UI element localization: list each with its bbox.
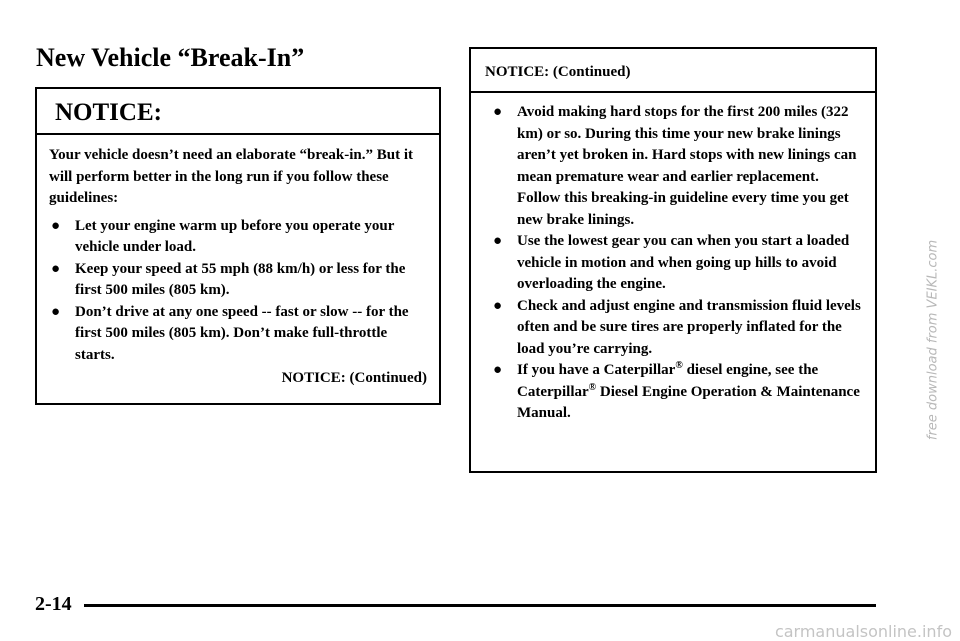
bullet-icon: ● xyxy=(51,303,61,320)
notice-continued-body xyxy=(471,93,875,425)
bullet-icon: ● xyxy=(493,362,503,378)
notice-bullet-text: Keep your speed at 55 mph (88 km/h) or less for the first 500 miles (805 km). xyxy=(75,260,406,298)
notice-title: NOTICE: xyxy=(37,89,439,135)
registered-mark: ® xyxy=(588,381,597,393)
notice-body xyxy=(37,135,439,390)
footer-rule xyxy=(84,604,876,607)
notice-bullet-list xyxy=(49,216,427,367)
caterpillar-bullet-text xyxy=(517,362,860,421)
notice-bullet-item xyxy=(49,259,427,302)
bullet-icon: ● xyxy=(493,104,503,120)
registered-mark: ® xyxy=(675,360,683,371)
notice-bullet-text: Let your engine warm up before you operate your vehicle under load. xyxy=(75,217,395,255)
continued-bullet-list xyxy=(491,102,863,425)
notice-continued-box xyxy=(469,47,877,473)
bottom-watermark: carmanualsonline.info xyxy=(774,622,952,641)
notice-intro: Your vehicle doesn’t need an elaborate “break‑in.” But it will perform better in the long run if you follow these guidelines: xyxy=(49,147,414,206)
notice-box xyxy=(35,87,441,405)
bullet-icon: ● xyxy=(51,260,61,277)
notice-bullet-text: Don’t drive at any one speed ‑‑ fast or slow ‑‑ for the first 500 miles (805 km). Don’t make full‑throttle starts. xyxy=(75,303,409,363)
side-watermark-text: free download from VEIKL.com xyxy=(925,239,941,441)
caterpillar-text-part2: diesel engine, see the Caterpillar xyxy=(517,362,819,400)
continued-bullet-text: Check and adjust engine and transmission fluid levels often and be sure tires are properly inflated for the load you’re carrying. xyxy=(517,297,861,357)
caterpillar-text-part1: If you have a Caterpillar xyxy=(517,362,676,378)
notice-continued-label: NOTICE: (Continued) xyxy=(281,370,427,386)
continued-bullet-text: Use the lowest gear you can when you start a loaded vehicle in motion and when going up hills to avoid overloading the engine. xyxy=(517,233,850,292)
bullet-icon: ● xyxy=(493,233,503,249)
bullet-icon: ● xyxy=(51,217,61,234)
continued-bullet-item xyxy=(491,102,863,231)
notice-continued-title: NOTICE: (Continued) xyxy=(471,49,875,93)
section-heading: New Vehicle “Break‑In” xyxy=(36,43,305,72)
continued-bullet-text: Avoid making hard stops for the first 200 miles (322 km) or so. During this time your new brake linings aren’t yet broken in. Hard stops with new linings can mean premature wear and earlier replacement. Follow this breaking‑in guideline every time you get new brake linings. xyxy=(517,104,857,228)
continued-bullet-item xyxy=(491,360,863,425)
page-number: 2‑14 xyxy=(35,593,72,615)
continued-bullet-item xyxy=(491,296,863,361)
caterpillar-text-part3: Diesel Engine Operation & Maintenance Manual. xyxy=(517,383,860,421)
bullet-icon: ● xyxy=(493,297,503,314)
notice-bullet-item xyxy=(49,216,427,259)
continued-bullet-item xyxy=(491,231,863,296)
notice-bullet-item xyxy=(49,302,427,367)
